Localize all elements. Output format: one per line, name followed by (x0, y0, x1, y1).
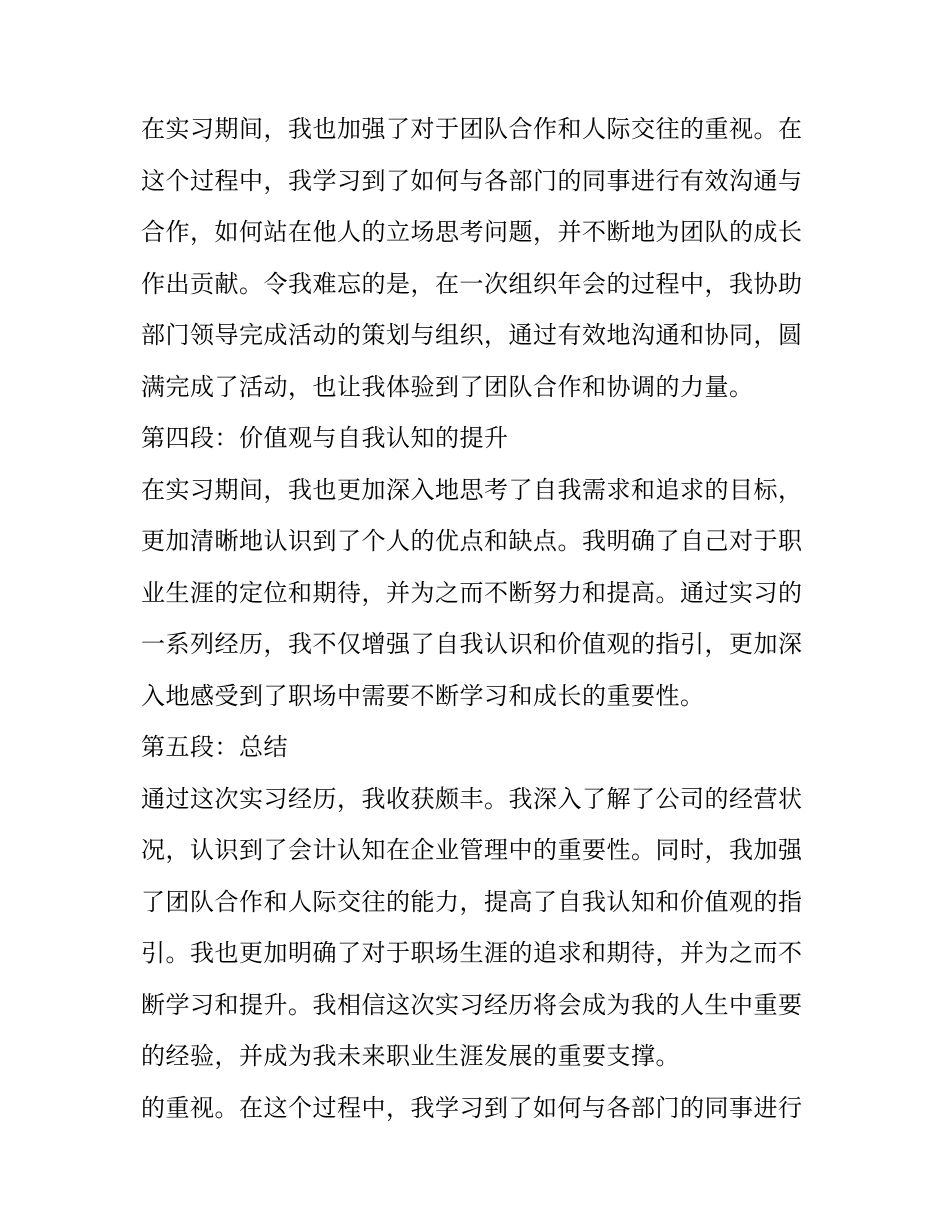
paragraph-line: 的重视。在这个过程中，我学习到了如何与各部门的同事进行 (141, 1093, 803, 1122)
paragraph-line: 合作，如何站在他人的立场思考问题，并不断地为团队的成长 (141, 218, 803, 246)
paragraph-line: 了团队合作和人际交往的能力，提高了自我认知和价值观的指 (141, 887, 803, 916)
paragraph-line: 引。我也更加明确了对于职场生涯的追求和期待，并为之而不 (141, 939, 803, 967)
paragraph-line: 在实习期间，我也更加深入地思考了自我需求和追求的目标， (141, 475, 803, 504)
section-heading: 第四段：价值观与自我认知的提升 (141, 424, 509, 452)
paragraph-line: 的经验，并成为我未来职业生涯发展的重要支撑。 (141, 1042, 680, 1070)
document-body (141, 104, 813, 1134)
paragraph-line: 部门领导完成活动的策划与组织，通过有效地沟通和协同，圆 (141, 321, 803, 349)
paragraph-line: 况，认识到了会计认知在企业管理中的重要性。同时，我加强 (141, 836, 803, 864)
paragraph-line: 业生涯的定位和期待，并为之而不断努力和提高。通过实习的 (141, 578, 803, 607)
paragraph-line: 满完成了活动，也让我体验到了团队合作和协调的力量。 (141, 372, 754, 401)
paragraph-line: 一系列经历，我不仅增强了自我认识和价值观的指引，更加深 (141, 630, 803, 658)
paragraph-line: 这个过程中，我学习到了如何与各部门的同事进行有效沟通与 (141, 166, 803, 195)
paragraph-line: 在实习期间，我也加强了对于团队合作和人际交往的重视。在 (141, 115, 803, 143)
paragraph-line: 入地感受到了职场中需要不断学习和成长的重要性。 (141, 681, 705, 710)
section-heading: 第五段：总结 (141, 733, 288, 761)
paragraph-line: 作出贡献。令我难忘的是，在一次组织年会的过程中，我协助 (141, 269, 803, 298)
paragraph-line: 更加清晰地认识到了个人的优点和缺点。我明确了自己对于职 (141, 527, 803, 555)
paragraph-line: 断学习和提升。我相信这次实习经历将会成为我的人生中重要 (141, 990, 803, 1019)
paragraph-line: 通过这次实习经历，我收获颇丰。我深入了解了公司的经营状 (141, 784, 803, 813)
